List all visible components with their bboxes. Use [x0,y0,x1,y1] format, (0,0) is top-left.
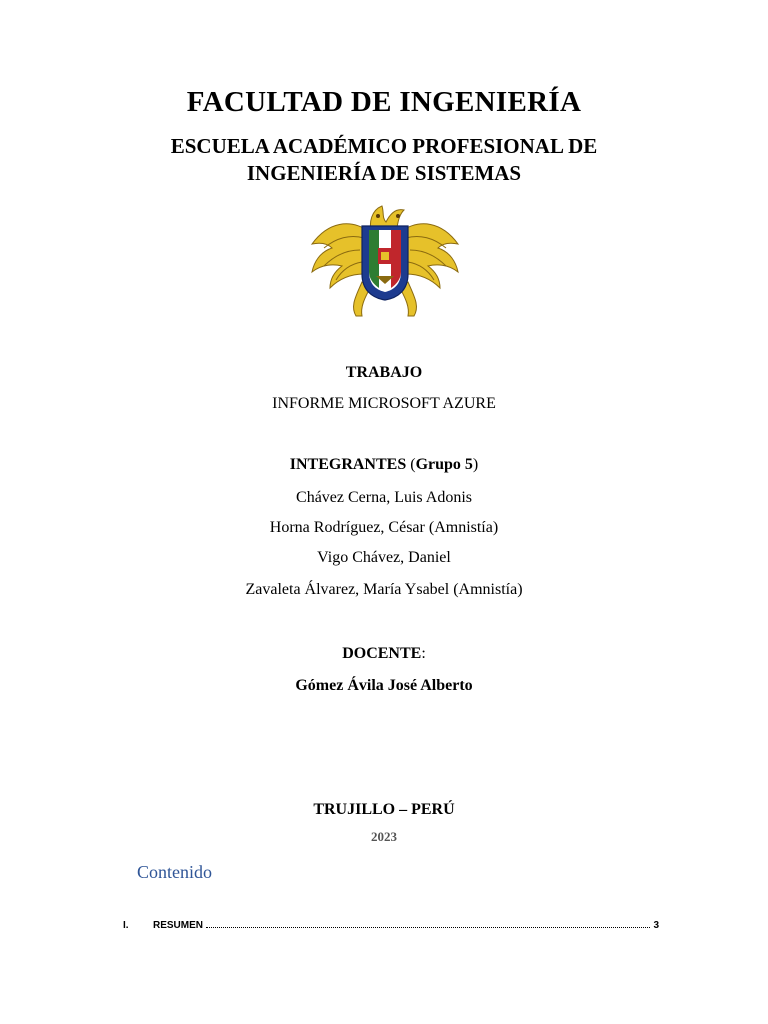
group-number: Grupo 5 [415,456,473,473]
group-label: (Grupo 5) [410,456,479,473]
toc-entry-number: I. [123,920,129,931]
member-item: Horna Rodríguez, César (Amnistía) [269,519,499,536]
faculty-title: FACULTAD DE INGENIERÍA [186,86,582,118]
school-title-line1: ESCUELA ACADÉMICO PROFESIONAL DE [170,134,598,158]
toc-entry-label: RESUMEN [153,920,204,931]
toc-leader-dots [206,927,650,928]
teacher-label: DOCENTE [342,645,422,662]
toc-entry-page: 3 [653,920,659,931]
teacher-name: Gómez Ávila José Alberto [295,677,473,694]
city-country: TRUJILLO – PERÚ [313,801,455,818]
teacher-colon: : [421,645,426,662]
year: 2023 [371,829,397,844]
member-item: Vigo Chávez, Daniel [317,549,451,566]
work-label: TRABAJO [345,364,423,381]
school-title [0,133,768,187]
toc-entry[interactable] [123,915,659,931]
university-crest-icon [306,192,464,322]
members-label: INTEGRANTES [289,456,407,473]
school-title-line2: INGENIERÍA DE SISTEMAS [246,161,522,185]
member-item: Chávez Cerna, Luis Adonis [296,489,472,506]
toc-title: Contenido [137,862,212,882]
members-heading [0,456,768,474]
member-item: Zavaleta Álvarez, María Ysabel (Amnistía) [245,581,523,598]
teacher-heading [0,645,768,663]
work-title: INFORME MICROSOFT AZURE [272,395,496,412]
